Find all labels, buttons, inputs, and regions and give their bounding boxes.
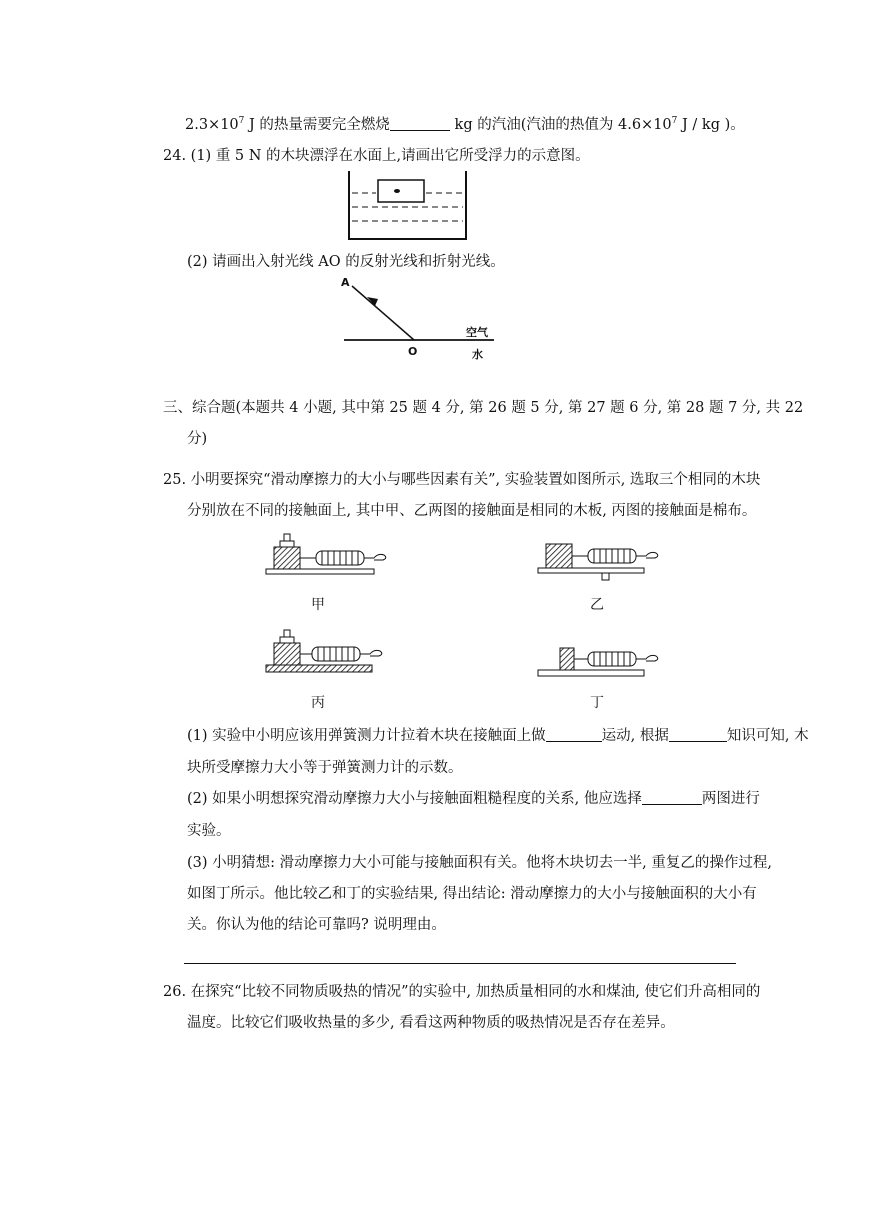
q26-line1: 26. 在探究“比较不同物质吸热的情况”的实验中, 加热质量相同的水和煤油, 使它们升高相同的 [163,984,761,1000]
answer-blank[interactable] [669,727,727,742]
figure-bing [264,624,394,676]
figure-ding [536,630,666,682]
label-water: 水 [472,348,483,361]
fig-label-yi: 乙 [590,597,604,613]
label-air: 空气 [466,326,488,339]
floating-block-figure [348,171,468,241]
figure-yi [536,530,666,582]
answer-blank[interactable] [642,790,702,805]
figure-jia [264,525,394,577]
fig-label-jia: 甲 [311,597,325,613]
q25-intro-cont: 分别放在不同的接触面上, 其中甲、乙两图的接触面是相同的木板, 丙图的接触面是棉布。 [187,503,757,519]
fig-label-bing: 丙 [311,695,325,711]
q25-sub1-cont: 块所受摩擦力大小等于弹簧测力计的示数。 [187,760,463,776]
label-A: A [341,276,350,289]
q25-intro: 25. 小明要探究“滑动摩擦力的大小与哪些因素有关”, 实验装置如图所示, 选取三个相同的木块 [163,472,761,488]
label-O: O [408,345,418,358]
q25-sub2: (2) 如果小明想探究滑动摩擦力大小与接触面粗糙程度的关系, 他应选择 两图进行 [187,791,760,807]
q25-sub3-cont2: 关。你认为他的结论可靠吗? 说明理由。 [187,917,446,933]
section3-header: 三、综合题(本题共 4 小题, 其中第 25 题 4 分, 第 26 题 5 分, 第 27 题 6 分, 第 28 题 7 分, 共 22 [163,400,804,416]
answer-line[interactable] [184,963,736,964]
answer-blank[interactable] [546,727,602,742]
answer-blank[interactable] [390,116,450,131]
section3-header-cont: 分) [187,431,208,447]
q25-sub3-cont1: 如图丁所示。他比较乙和丁的实验结果, 得出结论: 滑动摩擦力的大小与接触面积的大小有 [187,886,757,902]
q26-line2: 温度。比较它们吸收热量的多少, 看看这两种物质的吸热情况是否存在差异。 [187,1015,675,1031]
q24-part1: 24. (1) 重 5 N 的木块漂浮在水面上,请画出它所受浮力的示意图。 [163,148,590,164]
q24-part2: (2) 请画出入射光线 AO 的反射光线和折射光线。 [187,254,505,270]
q25-sub3: (3) 小明猜想: 滑动摩擦力大小可能与接触面积有关。他将木块切去一半, 重复乙的操作过程, [187,855,772,871]
q25-sub1: (1) 实验中小明应该用弹簧测力计拉着木块在接触面上做 运动, 根据 知识可知, 木 [187,728,809,744]
q23-continuation: $2.3\times 10^7$ J 的热量需要完全燃烧 kg 的汽油(汽油的热值为 $4.6\times 10^7$ J / kg )。 [185,116,745,133]
fig-label-ding: 丁 [590,695,604,711]
q25-sub2-cont: 实验。 [187,823,231,839]
